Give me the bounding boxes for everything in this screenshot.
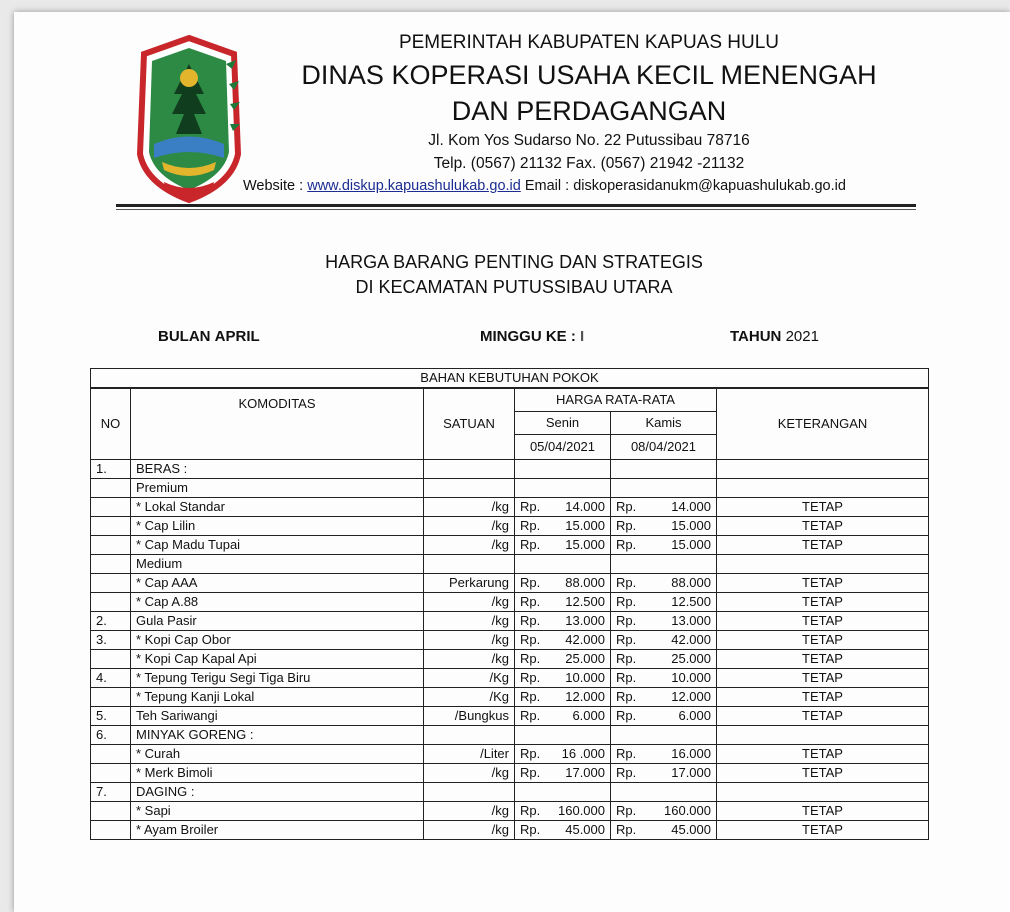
currency-label: Rp. <box>616 651 637 666</box>
row-price-1 <box>515 517 611 536</box>
row-keterangan: TETAP <box>717 821 929 840</box>
agency-name: DINAS KOPERASI USAHA KECIL MENENGAH <box>301 60 877 90</box>
row-keterangan: TETAP <box>717 745 929 764</box>
row-komoditas: Teh Sariwangi <box>131 707 424 726</box>
price-value: 10.000 <box>565 670 605 685</box>
currency-label: Rp. <box>616 822 637 837</box>
month-label: BULAN <box>158 328 211 345</box>
row-satuan: /kg <box>424 536 515 555</box>
table-row <box>91 821 929 840</box>
row-no: 6. <box>91 726 131 745</box>
table-row <box>91 574 929 593</box>
currency-label: Rp. <box>616 537 637 552</box>
price-value: 160.000 <box>664 803 711 818</box>
row-price-2 <box>611 536 717 555</box>
price-value: 16 .000 <box>561 746 605 761</box>
header-komoditas: KOMODITAS <box>131 388 424 460</box>
currency-label: Rp. <box>520 613 541 628</box>
price-value: 160.000 <box>558 803 605 818</box>
report-subtitle: DI KECAMATAN PUTUSSIBAU UTARA <box>355 277 673 297</box>
row-komoditas: DAGING : <box>131 783 424 802</box>
row-keterangan: TETAP <box>717 669 929 688</box>
row-satuan: /Bungkus <box>424 707 515 726</box>
row-price-1 <box>515 498 611 517</box>
currency-label: Rp. <box>520 518 541 533</box>
currency-label: Rp. <box>616 632 637 647</box>
row-price-1 <box>515 631 611 650</box>
row-komoditas: * Kopi Cap Obor <box>131 631 424 650</box>
row-price-2 <box>611 460 717 479</box>
row-price-1 <box>515 460 611 479</box>
row-komoditas: BERAS : <box>131 460 424 479</box>
table-row <box>91 726 929 745</box>
website-link[interactable]: www.diskup.kapuashulukab.go.id <box>307 178 521 194</box>
row-satuan: /kg <box>424 764 515 783</box>
table-row <box>91 498 929 517</box>
row-keterangan: TETAP <box>717 707 929 726</box>
currency-label: Rp. <box>616 594 637 609</box>
row-satuan <box>424 479 515 498</box>
price-value: 14.000 <box>671 499 711 514</box>
price-value: 12.500 <box>671 594 711 609</box>
email-label: Email : <box>524 178 570 194</box>
row-komoditas: * Curah <box>131 745 424 764</box>
row-price-2 <box>611 764 717 783</box>
row-komoditas: * Tepung Terigu Segi Tiga Biru <box>131 669 424 688</box>
row-price-2 <box>611 821 717 840</box>
email-address: diskoperasidanukm@kapuashulukab.go.id <box>573 178 846 194</box>
currency-label: Rp. <box>616 765 637 780</box>
agency-phone: Telp. (0567) 21132 Fax. (0567) 21942 -21132 <box>433 155 745 172</box>
row-price-2 <box>611 783 717 802</box>
row-satuan: /kg <box>424 517 515 536</box>
row-no: 4. <box>91 669 131 688</box>
table-row <box>91 688 929 707</box>
year-field <box>730 328 819 345</box>
row-komoditas: * Sapi <box>131 802 424 821</box>
price-value: 45.000 <box>671 822 711 837</box>
row-keterangan: TETAP <box>717 764 929 783</box>
row-price-2 <box>611 498 717 517</box>
table-row <box>91 631 929 650</box>
price-value: 14.000 <box>565 499 605 514</box>
row-komoditas: * Ayam Broiler <box>131 821 424 840</box>
row-keterangan: TETAP <box>717 574 929 593</box>
table-row <box>91 479 929 498</box>
currency-label: Rp. <box>616 499 637 514</box>
year-label: TAHUN <box>730 328 782 345</box>
agency-address: Jl. Kom Yos Sudarso No. 22 Putussibau 78716 <box>428 132 750 149</box>
header-no: NO <box>91 388 131 460</box>
row-price-1 <box>515 593 611 612</box>
row-komoditas: * Kopi Cap Kapal Api <box>131 650 424 669</box>
kapuas-hulu-emblem-icon <box>134 34 244 204</box>
table-row <box>91 669 929 688</box>
row-no <box>91 593 131 612</box>
row-price-2 <box>611 593 717 612</box>
price-value: 12.000 <box>565 689 605 704</box>
row-satuan: /kg <box>424 821 515 840</box>
row-satuan: /Kg <box>424 688 515 707</box>
row-komoditas: * Cap AAA <box>131 574 424 593</box>
row-keterangan: TETAP <box>717 612 929 631</box>
row-satuan: /Kg <box>424 669 515 688</box>
row-price-2 <box>611 688 717 707</box>
currency-label: Rp. <box>520 537 541 552</box>
row-satuan: /kg <box>424 498 515 517</box>
section-title: BAHAN KEBUTUHAN POKOK <box>91 369 929 389</box>
row-price-1 <box>515 745 611 764</box>
row-no <box>91 479 131 498</box>
row-satuan <box>424 726 515 745</box>
currency-label: Rp. <box>520 670 541 685</box>
row-komoditas: * Cap A.88 <box>131 593 424 612</box>
row-keterangan: TETAP <box>717 688 929 707</box>
price-value: 25.000 <box>671 651 711 666</box>
row-no <box>91 536 131 555</box>
currency-label: Rp. <box>616 708 637 723</box>
currency-label: Rp. <box>520 689 541 704</box>
row-satuan <box>424 460 515 479</box>
week-label: MINGGU KE : <box>480 328 576 345</box>
currency-label: Rp. <box>616 803 637 818</box>
week-field <box>480 328 584 345</box>
row-keterangan: TETAP <box>717 650 929 669</box>
row-price-1 <box>515 802 611 821</box>
table-row <box>91 707 929 726</box>
currency-label: Rp. <box>616 689 637 704</box>
table-row <box>91 612 929 631</box>
currency-label: Rp. <box>616 670 637 685</box>
price-value: 10.000 <box>671 670 711 685</box>
header-satuan: SATUAN <box>424 388 515 460</box>
table-row <box>91 555 929 574</box>
row-keterangan <box>717 460 929 479</box>
row-satuan: /kg <box>424 612 515 631</box>
table-row <box>91 764 929 783</box>
row-price-2 <box>611 631 717 650</box>
price-value: 88.000 <box>565 575 605 590</box>
row-satuan <box>424 783 515 802</box>
row-no <box>91 574 131 593</box>
price-table <box>90 368 929 840</box>
row-keterangan: TETAP <box>717 498 929 517</box>
row-price-1 <box>515 669 611 688</box>
price-value: 13.000 <box>565 613 605 628</box>
price-value: 13.000 <box>671 613 711 628</box>
header-date-2: 08/04/2021 <box>611 435 717 460</box>
report-title: HARGA BARANG PENTING DAN STRATEGIS <box>325 252 703 272</box>
row-no: 1. <box>91 460 131 479</box>
price-value: 15.000 <box>671 537 711 552</box>
price-value: 12.000 <box>671 689 711 704</box>
price-value: 17.000 <box>671 765 711 780</box>
row-price-2 <box>611 802 717 821</box>
header-harga: HARGA RATA-RATA <box>515 388 717 412</box>
header-date-1: 05/04/2021 <box>515 435 611 460</box>
row-no <box>91 802 131 821</box>
currency-label: Rp. <box>616 575 637 590</box>
currency-label: Rp. <box>616 518 637 533</box>
letterhead-divider-thin <box>116 209 916 210</box>
price-value: 45.000 <box>565 822 605 837</box>
currency-label: Rp. <box>520 822 541 837</box>
row-price-2 <box>611 726 717 745</box>
price-value: 42.000 <box>565 632 605 647</box>
row-keterangan: TETAP <box>717 593 929 612</box>
row-price-2 <box>611 574 717 593</box>
row-no <box>91 821 131 840</box>
row-price-1 <box>515 783 611 802</box>
row-no <box>91 688 131 707</box>
price-value: 15.000 <box>565 537 605 552</box>
row-price-1 <box>515 536 611 555</box>
row-satuan: /Liter <box>424 745 515 764</box>
price-value: 6.000 <box>572 708 605 723</box>
currency-label: Rp. <box>520 594 541 609</box>
table-row <box>91 802 929 821</box>
table-row <box>91 536 929 555</box>
letterhead-divider <box>116 204 916 207</box>
row-price-2 <box>611 555 717 574</box>
table-row <box>91 650 929 669</box>
row-komoditas: * Lokal Standar <box>131 498 424 517</box>
header-day-2: Kamis <box>611 412 717 435</box>
row-no <box>91 555 131 574</box>
currency-label: Rp. <box>520 632 541 647</box>
currency-label: Rp. <box>520 765 541 780</box>
row-satuan: /kg <box>424 593 515 612</box>
price-value: 15.000 <box>565 518 605 533</box>
currency-label: Rp. <box>520 575 541 590</box>
header-day-1: Senin <box>515 412 611 435</box>
row-no <box>91 498 131 517</box>
row-price-1 <box>515 764 611 783</box>
row-no <box>91 650 131 669</box>
contact-line <box>243 178 846 194</box>
currency-label: Rp. <box>520 651 541 666</box>
price-value: 25.000 <box>565 651 605 666</box>
document-page <box>14 12 1010 912</box>
row-price-2 <box>611 612 717 631</box>
row-komoditas: Gula Pasir <box>131 612 424 631</box>
table-row <box>91 745 929 764</box>
row-price-1 <box>515 821 611 840</box>
row-no: 3. <box>91 631 131 650</box>
row-price-2 <box>611 650 717 669</box>
row-keterangan: TETAP <box>717 536 929 555</box>
row-keterangan: TETAP <box>717 631 929 650</box>
row-keterangan: TETAP <box>717 802 929 821</box>
row-no: 7. <box>91 783 131 802</box>
week-value: I <box>580 328 585 345</box>
table-row <box>91 783 929 802</box>
row-price-2 <box>611 745 717 764</box>
row-price-1 <box>515 688 611 707</box>
row-price-2 <box>611 517 717 536</box>
row-price-2 <box>611 479 717 498</box>
row-keterangan <box>717 726 929 745</box>
row-komoditas: * Tepung Kanji Lokal <box>131 688 424 707</box>
row-price-1 <box>515 479 611 498</box>
government-name: PEMERINTAH KABUPATEN KAPUAS HULU <box>398 32 780 53</box>
currency-label: Rp. <box>520 708 541 723</box>
price-value: 16.000 <box>671 746 711 761</box>
price-rows <box>91 460 929 840</box>
header-keterangan: KETERANGAN <box>717 388 929 460</box>
price-value: 42.000 <box>671 632 711 647</box>
row-satuan: Perkarung <box>424 574 515 593</box>
price-value: 15.000 <box>671 518 711 533</box>
row-satuan: /kg <box>424 631 515 650</box>
row-no: 2. <box>91 612 131 631</box>
currency-label: Rp. <box>520 803 541 818</box>
row-no <box>91 745 131 764</box>
row-keterangan <box>717 479 929 498</box>
price-value: 17.000 <box>565 765 605 780</box>
row-satuan: /kg <box>424 802 515 821</box>
row-price-2 <box>611 707 717 726</box>
row-no <box>91 517 131 536</box>
table-row <box>91 517 929 536</box>
row-no: 5. <box>91 707 131 726</box>
row-satuan <box>424 555 515 574</box>
table-row <box>91 593 929 612</box>
year-value: 2021 <box>785 328 819 345</box>
row-komoditas: * Cap Madu Tupai <box>131 536 424 555</box>
table-row <box>91 460 929 479</box>
row-price-1 <box>515 612 611 631</box>
price-value: 12.500 <box>565 594 605 609</box>
month-value: APRIL <box>214 328 260 345</box>
row-komoditas: Medium <box>131 555 424 574</box>
row-price-1 <box>515 574 611 593</box>
row-price-1 <box>515 555 611 574</box>
row-price-1 <box>515 726 611 745</box>
price-value: 6.000 <box>678 708 711 723</box>
row-satuan: /kg <box>424 650 515 669</box>
row-keterangan <box>717 555 929 574</box>
row-no <box>91 764 131 783</box>
currency-label: Rp. <box>616 613 637 628</box>
row-komoditas: MINYAK GORENG : <box>131 726 424 745</box>
row-komoditas: * Merk Bimoli <box>131 764 424 783</box>
currency-label: Rp. <box>520 499 541 514</box>
website-label: Website : <box>243 178 304 194</box>
row-keterangan: TETAP <box>717 517 929 536</box>
row-price-1 <box>515 707 611 726</box>
agency-name-continued: DAN PERDAGANGAN <box>451 96 727 126</box>
currency-label: Rp. <box>616 746 637 761</box>
currency-label: Rp. <box>520 746 541 761</box>
row-price-1 <box>515 650 611 669</box>
row-keterangan <box>717 783 929 802</box>
month-field <box>158 328 260 345</box>
row-komoditas: * Cap Lilin <box>131 517 424 536</box>
price-value: 88.000 <box>671 575 711 590</box>
row-price-2 <box>611 669 717 688</box>
row-komoditas: Premium <box>131 479 424 498</box>
